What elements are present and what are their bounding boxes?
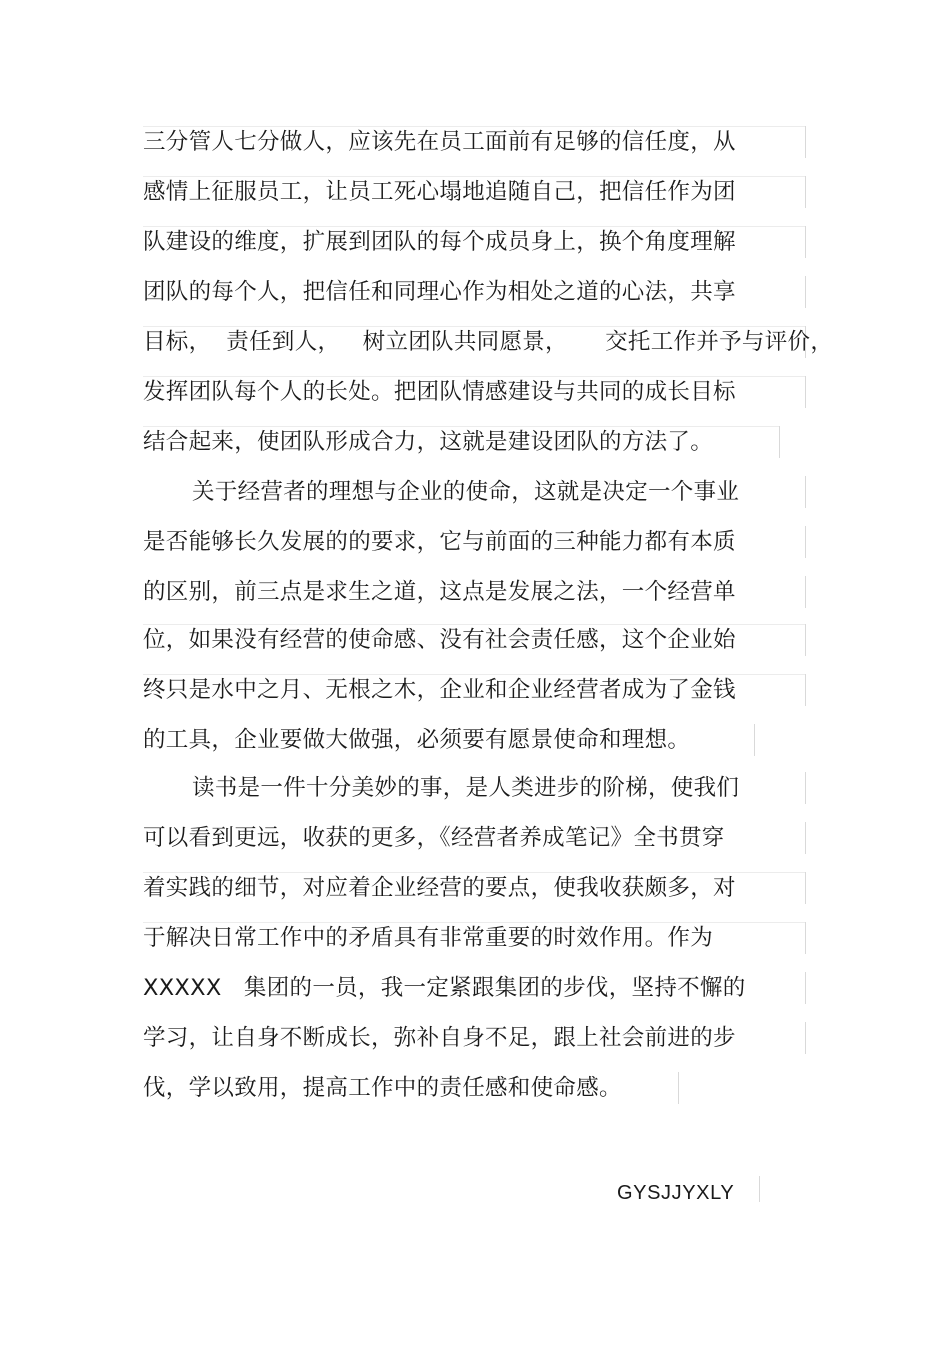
rule-right [805,872,806,904]
rule-right [805,972,806,1004]
text-line: 发挥团队每个人的长处。把团队情感建设与共同的成长目标 [143,379,736,405]
signature: GYSJJYXLY [617,1182,735,1204]
rule-right [805,176,806,208]
rule-right [805,476,806,508]
text-line: 可以看到更远，收获的更多，《经营者养成笔记》全书贯穿 [143,825,725,851]
rule-right [805,226,806,258]
rule-right [805,772,806,804]
text-line: 着实践的细节，对应着企业经营的要点，使我收获颇多，对 [143,875,736,901]
rule-right [805,1022,806,1054]
rule-right [805,822,806,854]
rule-right [805,126,806,158]
text-line: 结合起来，使团队形成合力，这就是建设团队的方法了。 [143,429,714,455]
rule-right [805,276,806,308]
rule-right [805,674,806,706]
text-line: 伐，学以致用，提高工作中的责任感和使命感。 [143,1075,622,1101]
rule-right [678,1072,679,1104]
text-line: 目标， 责任到人， 树立团队共同愿景， 交托工作并予与评价， [143,329,834,355]
text-line: 学习，让自身不断成长，弥补自身不足，跟上社会前进的步 [143,1025,736,1051]
text-line: XXXXX 集团的一员，我一定紧跟集团的步伐，坚持不懈的 [143,975,746,1001]
text-line: 于解决日常工作中的矛盾具有非常重要的时效作用。作为 [143,925,714,951]
paragraph-first-line: 关于经营者的理想与企业的使命，这就是决定一个事业 [192,479,740,505]
rule-right [759,1176,760,1202]
text-line: 是否能够长久发展的的要求，它与前面的三种能力都有本质 [143,529,736,555]
paragraph-first-line: 读书是一件十分美妙的事，是人类进步的阶梯，使我们 [192,775,740,801]
rule-right [805,526,806,558]
text-line: 的工具，企业要做大做强，必须要有愿景使命和理想。 [143,727,691,753]
text-line: 队建设的维度，扩展到团队的每个成员身上，换个角度理解 [143,229,736,255]
rule-right [805,624,806,656]
text-line: 的区别，前三点是求生之道，这点是发展之法，一个经营单 [143,579,736,605]
text-line: 位，如果没有经营的使命感、没有社会责任感，这个企业始 [143,627,736,653]
text-line: 三分管人七分做人，应该先在员工面前有足够的信任度，从 [143,129,736,155]
text-line: 终只是水中之月、无根之木，企业和企业经营者成为了金钱 [143,677,736,703]
rule-right [754,724,755,756]
rule-right [779,426,780,458]
text-line: 团队的每个人，把信任和同理心作为相处之道的心法，共享 [143,279,736,305]
text-line: 感情上征服员工，让员工死心塌地追随自己，把信任作为团 [143,179,736,205]
rule-right [805,922,806,954]
rule-right [805,376,806,408]
rule-right [805,576,806,608]
